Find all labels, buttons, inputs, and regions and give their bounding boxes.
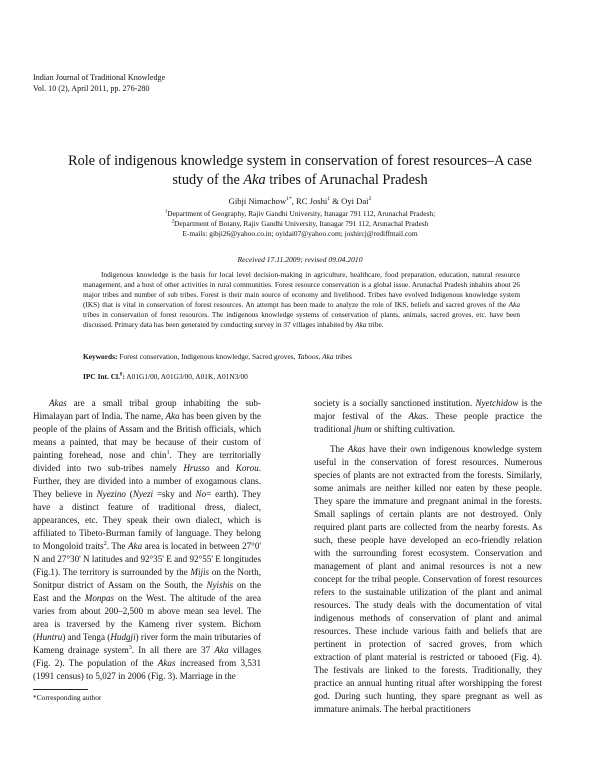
journal-name: Indian Journal of Traditional Knowledge [33, 73, 166, 82]
ipc-label: IPC Int. Cl.$^8$: [83, 372, 125, 381]
authors: Gibji Nimachow$^{1*}$, RC Joshi$^1$ & Oyi Dai$^2$ [228, 196, 372, 206]
title-part-1: Role of indigenous knowledge system in conservation of forest resources–A case study of the [68, 153, 532, 188]
abstract: Indigenous knowledge is the basis for local level decision-making in agriculture, healthcare, food preparation, education, natural resource management, and a host of other activities in rural communities. Forest resource conservation is a global issue. Arunachal Pradesh inhabits about 26 major tribes and number of sub tribes. Forest is their main source of economy and livelihood. Tribes have evolved Indigenous knowledge system (IKS) that is vital in conservation of forest resources. An attempt has been made to analyze the role of IKS, beliefs and sacred groves of the Aka tribes in conservation of forest resources. The indigenous knowledge systems of conservation of plants, animals, sacred groves, etc. have been discussed. Primary data has been generated by conducting survey in 37 villages inhabited by Aka tribe. [83, 270, 520, 330]
journal-header [33, 73, 165, 94]
ipc-codes: A01G1/00, A01G3/00, A01K, A01N3/00 [126, 372, 248, 381]
received-dates: Received 17.11.2009; revised 09.04.2010 [237, 255, 363, 264]
title-part-2: tribes of Arunachal Pradesh [265, 172, 428, 188]
keywords-label: Keywords: [83, 352, 118, 361]
ipc-classification [83, 372, 520, 381]
affiliation-2: $^2$Department of Botany, Rajiv Gandhi University, Itanagar 791 112, Arunachal Pradesh [171, 218, 429, 228]
footnote: *Corresponding author [33, 693, 102, 702]
body-column-left [33, 397, 261, 683]
author-emails: E-mails: gibji26@yahoo.co.in; oyidai07@yahoo.com; joshircj@rediffmail.com [182, 228, 418, 238]
keywords-text: Forest conservation, Indigenous knowledge, Sacred groves, Taboos, Aka tribes [119, 352, 352, 361]
body-column-right [314, 397, 542, 716]
keywords [83, 352, 520, 361]
paragraph: The Akas have their own indigenous knowledge system useful in the conservation of forest resources. Numerous species of plants are not extracted from the forests. Similarly, some animals are neither killed nor eaten by these people. They spare the immature and pregnant animal in the forests. Small saplings of certain plants are not destroyed. Only required plant parts are collected from the nearby forests. As such, these people have developed an eco-friendly relation with the surrounding forest ecosystem. Conservation and management of plant and animal resources is not a new concept for the tribal people. Conservation of forest resources refers to the sustainable utilization of the plant and animal resources. The study deals with the documentation of vital indigenous methods of conservation of plant and animal resources. These include various faith and beliefs that are pertinent in protection of sacred groves, from which extraction of plant material is restricted or tabooed (Fig. 4). The festivals are linked to the forests. Traditionally, they practice an annual hunting ritual after worshipping the forest god. During such hunting, they spare pregnant as well as immature animals. The herbal practitioners [314, 444, 542, 714]
title-aka: Aka [243, 172, 266, 188]
affiliation-1: $^1$Department of Geography, Rajiv Gandhi University, Itanagar 791 112, Arunachal Pradesh; [164, 209, 436, 218]
paragraph: society is a socially sanctioned institution. Nyetchidow is the major festival of the Akas. These people practice the traditional jhum or shifting cultivation. [314, 398, 542, 434]
paper-title [55, 152, 545, 190]
footnote-rule [33, 689, 88, 690]
journal-volume: Vol. 10 (2), April 2011, pp. 276-280 [33, 83, 150, 93]
affiliations [0, 209, 600, 238]
paragraph: Akas are a small tribal group inhabiting the sub-Himalayan part of India. The name, Aka has been given by the people of the plains of Assam and the British officials, which means a painted, that may be because of their custom of painting forehead, nose and chin$^1$. They are territorially divided into two sub-tribes namely Hrusso and Korou. Further, they are divided into a number of exogamous clans. They believe in Nyezino (Nyezi =sky and No= earth). They have a distinct feature of traditional dress, dialect, appearances, etc. They speak their own dialect, which is affiliated to Tibeto-Burman family of language. They belong to Mongoloid traits$^2$. The Aka area is located in between 27°0' N and 27°30' N latitudes and 92°35' E and 92°55' E longitudes (Fig.1). The territory is surrounded by the Mijis on the North, Sonitpur district of Assam on the South, the Nyishis on the East and the Monpas on the West. The altitude of the area varies from about 200–2,500 m above mean sea level. The area is traversed by the Kameng river system. Bichom (Huntru) and Tenga (Hudgji) river form the main tributaries of Kameng drainage system$^3$. In all there are 37 Aka villages (Fig. 2). The population of the Akas increased from 3,531 (1991 census) to 5,027 in 2006 (Fig. 3). Marriage in the [33, 398, 261, 681]
